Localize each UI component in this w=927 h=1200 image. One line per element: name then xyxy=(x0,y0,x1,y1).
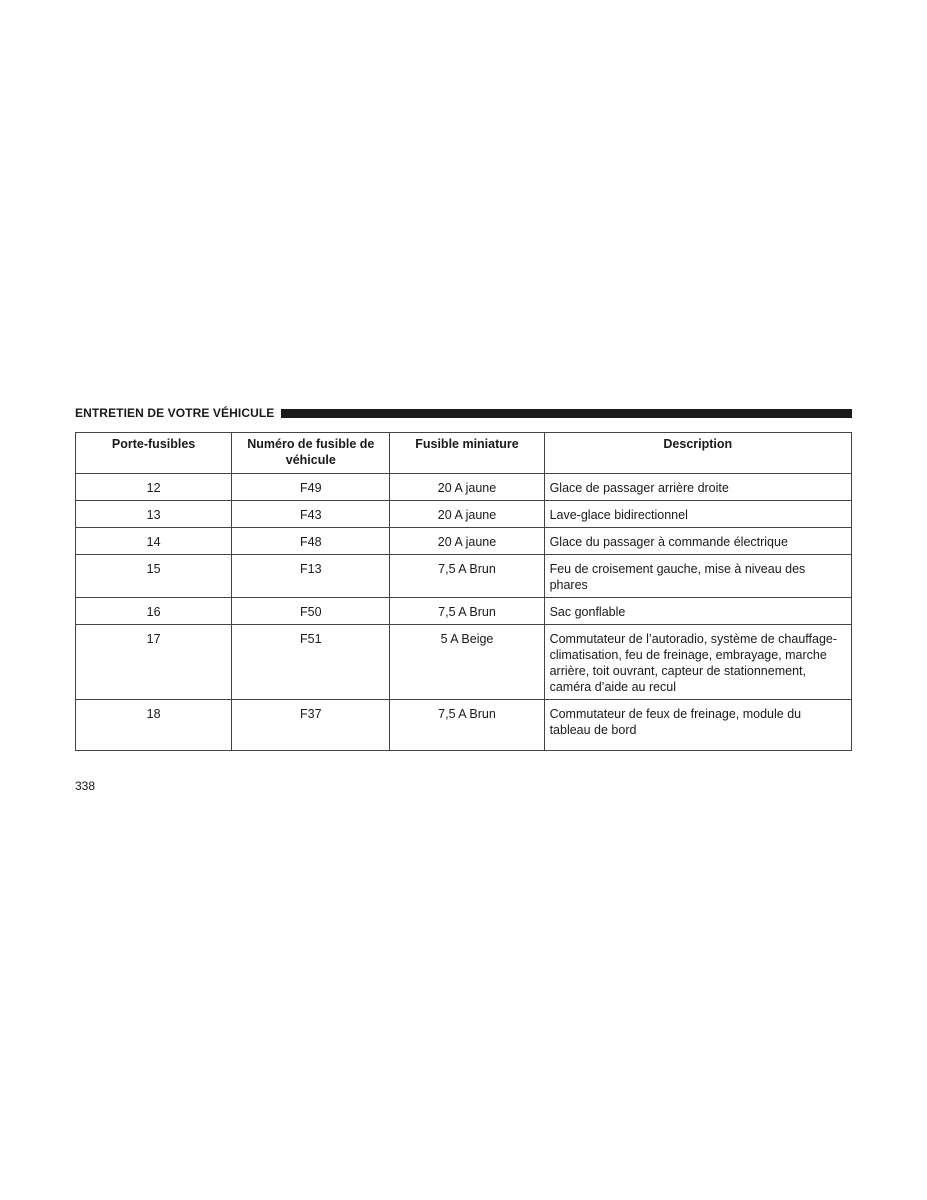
cell-porte-fusibles: 15 xyxy=(76,555,232,598)
cell-description: Commutateur de feux de freinage, module du tableau de bord xyxy=(544,700,851,751)
cell-fusible-miniature: 20 A jaune xyxy=(390,528,544,555)
section-divider-bar xyxy=(281,409,852,418)
cell-porte-fusibles: 13 xyxy=(76,501,232,528)
table-row xyxy=(76,598,852,625)
cell-fusible-miniature: 7,5 A Brun xyxy=(390,598,544,625)
table-row xyxy=(76,528,852,555)
cell-numero-fusible: F13 xyxy=(232,555,390,598)
cell-fusible-miniature: 5 A Beige xyxy=(390,625,544,700)
cell-description: Glace de passager arrière droite xyxy=(544,474,851,501)
table-row xyxy=(76,474,852,501)
cell-description: Lave-glace bidirectionnel xyxy=(544,501,851,528)
cell-numero-fusible: F50 xyxy=(232,598,390,625)
cell-numero-fusible: F37 xyxy=(232,700,390,751)
cell-fusible-miniature: 20 A jaune xyxy=(390,501,544,528)
cell-numero-fusible: F49 xyxy=(232,474,390,501)
cell-porte-fusibles: 18 xyxy=(76,700,232,751)
cell-fusible-miniature: 7,5 A Brun xyxy=(390,555,544,598)
cell-description: Commutateur de l’autoradio, système de chauffage-climatisation, feu de freinage, embrayage, marche arrière, toit ouvrant, capteur de stationnement, caméra d’aide au recul xyxy=(544,625,851,700)
cell-description: Feu de croisement gauche, mise à niveau des phares xyxy=(544,555,851,598)
page-number: 338 xyxy=(75,779,96,793)
table-header-row xyxy=(76,433,852,474)
table-row xyxy=(76,555,852,598)
cell-numero-fusible: F48 xyxy=(232,528,390,555)
cell-numero-fusible: F51 xyxy=(232,625,390,700)
table-row xyxy=(76,501,852,528)
cell-porte-fusibles: 16 xyxy=(76,598,232,625)
cell-porte-fusibles: 14 xyxy=(76,528,232,555)
header-porte-fusibles: Porte-fusibles xyxy=(76,433,232,474)
header-numero-fusible: Numéro de fusible de véhicule xyxy=(232,433,390,474)
section-header xyxy=(75,404,852,422)
cell-fusible-miniature: 7,5 A Brun xyxy=(390,700,544,751)
section-title: ENTRETIEN DE VOTRE VÉHICULE xyxy=(75,406,275,420)
header-fusible-miniature: Fusible miniature xyxy=(390,433,544,474)
table-row xyxy=(76,700,852,751)
cell-description: Sac gonflable xyxy=(544,598,851,625)
fuse-table xyxy=(75,432,852,751)
cell-fusible-miniature: 20 A jaune xyxy=(390,474,544,501)
table-row xyxy=(76,625,852,700)
cell-porte-fusibles: 17 xyxy=(76,625,232,700)
cell-description: Glace du passager à commande électrique xyxy=(544,528,851,555)
cell-porte-fusibles: 12 xyxy=(76,474,232,501)
cell-numero-fusible: F43 xyxy=(232,501,390,528)
header-description: Description xyxy=(544,433,851,474)
